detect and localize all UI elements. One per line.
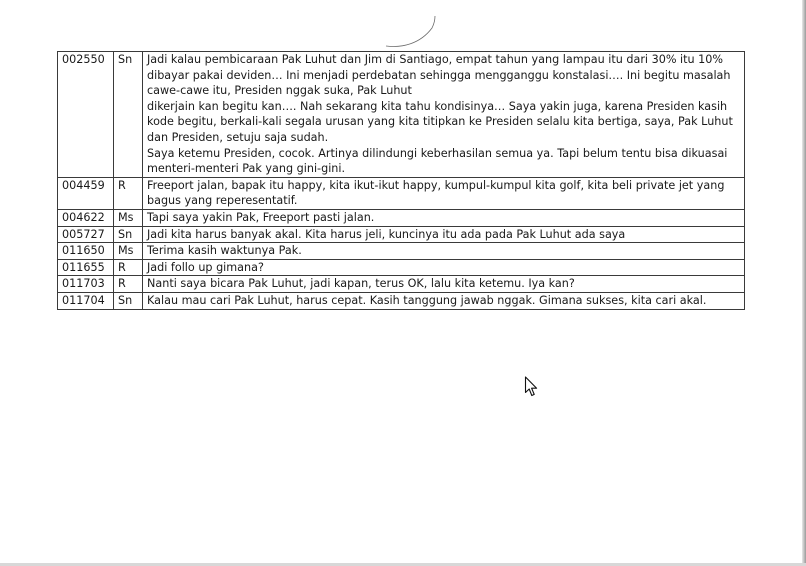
timestamp-code: 011655 bbox=[58, 259, 114, 276]
utterance-paragraph: Saya ketemu Presiden, cocok. Artinya dilindungi keberhasilan semua ya. Tapi belum tentu bisa dikuasai menteri-menteri Pak yang gini-gini. bbox=[147, 146, 728, 176]
table-row bbox=[58, 243, 745, 260]
timestamp-code: 002550 bbox=[58, 52, 114, 178]
speaker-code: R bbox=[114, 177, 143, 209]
speaker-code: Sn bbox=[114, 226, 143, 243]
timestamp-code: 011704 bbox=[58, 292, 114, 309]
utterance-text bbox=[143, 243, 745, 260]
speaker-code: Ms bbox=[114, 209, 143, 226]
utterance-text bbox=[143, 52, 745, 178]
table-row bbox=[58, 226, 745, 243]
utterance-paragraph: dikerjain kan begitu kan…. Nah sekarang kita tahu kondisinya… Saya yakin juga, karena Presiden kasih kode begitu, berkali-kali segala urusan yang kita titipkan ke Presiden selalu kita bertiga, saya, Pak Luhut dan Presiden, setuju saja sudah. bbox=[147, 99, 733, 144]
speaker-code: Sn bbox=[114, 292, 143, 309]
utterance-text bbox=[143, 226, 745, 243]
table-row bbox=[58, 177, 745, 209]
timestamp-code: 011650 bbox=[58, 243, 114, 260]
utterance-paragraph: Jadi follo up gimana? bbox=[147, 260, 264, 274]
speaker-code: R bbox=[114, 259, 143, 276]
timestamp-code: 004622 bbox=[58, 209, 114, 226]
table-row bbox=[58, 52, 745, 178]
timestamp-code: 004459 bbox=[58, 177, 114, 209]
utterance-paragraph: Jadi kita harus banyak akal. Kita harus jeli, kuncinya itu ada pada Pak Luhut ada saya bbox=[147, 227, 626, 241]
transcript-table bbox=[57, 51, 745, 310]
utterance-text bbox=[143, 177, 745, 209]
utterance-paragraph: Kalau mau cari Pak Luhut, harus cepat. Kasih tanggung jawab nggak. Gimana sukses, kita cari akal. bbox=[147, 293, 707, 307]
utterance-text bbox=[143, 259, 745, 276]
utterance-text bbox=[143, 276, 745, 293]
table-row bbox=[58, 292, 745, 309]
utterance-text bbox=[143, 209, 745, 226]
scan-edge-shadow bbox=[802, 0, 806, 566]
utterance-paragraph: Freeport jalan, bapak itu happy, kita ikut-ikut happy, kumpul-kumpul kita golf, kita beli private jet yang bagus yang reperesentatif. bbox=[147, 178, 725, 208]
table-row bbox=[58, 259, 745, 276]
table-row bbox=[58, 276, 745, 293]
mouse-pointer-icon bbox=[524, 376, 540, 398]
speaker-code: Ms bbox=[114, 243, 143, 260]
timestamp-code: 005727 bbox=[58, 226, 114, 243]
utterance-paragraph: Terima kasih waktunya Pak. bbox=[147, 244, 302, 258]
utterance-paragraph: Jadi kalau pembicaraan Pak Luhut dan Jim di Santiago, empat tahun yang lampau itu dari 30% itu 10% dibayar pakai deviden… Ini menjadi perdebatan sehingga mengganggu konstalasi…. Ini begitu masalah cawe-cawe itu, Presiden nggak suka, Pak Luhut bbox=[147, 53, 731, 98]
speaker-code: Sn bbox=[114, 52, 143, 178]
pen-stroke-mark bbox=[380, 14, 440, 50]
speaker-code: R bbox=[114, 276, 143, 293]
table-row bbox=[58, 209, 745, 226]
utterance-paragraph: Tapi saya yakin Pak, Freeport pasti jalan. bbox=[147, 210, 375, 224]
utterance-paragraph: Nanti saya bicara Pak Luhut, jadi kapan, terus OK, lalu kita ketemu. Iya kan? bbox=[147, 277, 575, 291]
utterance-text bbox=[143, 292, 745, 309]
timestamp-code: 011703 bbox=[58, 276, 114, 293]
